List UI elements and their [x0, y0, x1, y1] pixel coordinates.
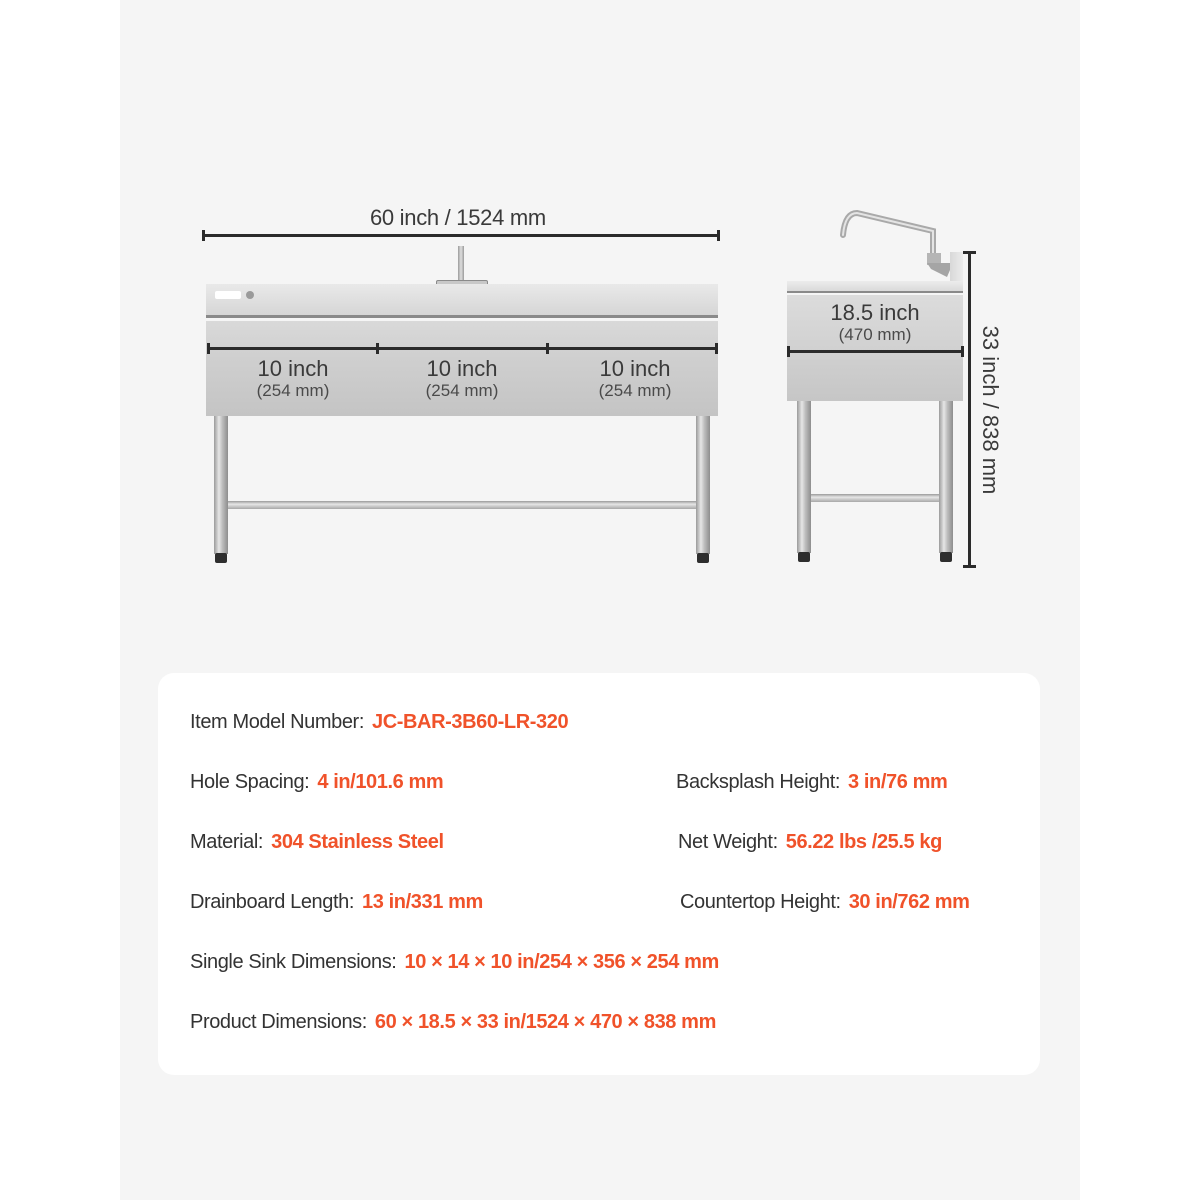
overall-width-dimension-line: [203, 234, 720, 237]
depth-label: 18.5 inch (470 mm): [830, 300, 920, 344]
height-dimension-line: [968, 252, 971, 566]
spec-single-sink-dimensions: Single Sink Dimensions: 10 × 14 × 10 in/254 × 356 × 254 mm: [190, 951, 719, 973]
foot: [215, 553, 227, 563]
spec-material: Material: 304 Stainless Steel: [190, 831, 444, 853]
front-right-leg: [696, 416, 710, 554]
foot: [798, 552, 810, 562]
front-crossbar: [228, 501, 696, 509]
compartment-dimension-line: [207, 347, 718, 350]
faucet-icon: [458, 246, 464, 282]
dimension-tick: [207, 343, 210, 354]
brand-plate-dot: [246, 291, 254, 299]
dimension-tick: [717, 230, 720, 241]
dimension-tick: [963, 565, 976, 568]
spec-countertop-height: Countertop Height: 30 in/762 mm: [680, 891, 970, 913]
foot: [940, 552, 952, 562]
spec-model-number: Item Model Number: JC-BAR-3B60-LR-320: [190, 711, 569, 733]
dimension-tick: [715, 343, 718, 354]
dimension-tick: [376, 343, 379, 354]
side-crossbar: [811, 494, 939, 502]
overall-height-label: 33 inch / 838 mm: [978, 325, 1003, 495]
dimension-tick: [961, 346, 964, 357]
side-countertop: [787, 281, 963, 293]
side-faucet-icon: [835, 205, 950, 280]
spec-product-dimensions: Product Dimensions: 60 × 18.5 × 33 in/1524 × 470 × 838 mm: [190, 1011, 716, 1033]
dimension-tick: [787, 346, 790, 357]
foot: [697, 553, 709, 563]
side-left-leg: [797, 401, 811, 553]
compartment-2-label: 10 inch (254 mm): [425, 356, 499, 400]
dimension-tick: [546, 343, 549, 354]
brand-plate: [215, 291, 241, 299]
compartment-3-label: 10 inch (254 mm): [598, 356, 672, 400]
sink-backsplash: [206, 284, 718, 318]
spec-hole-spacing: Hole Spacing: 4 in/101.6 mm: [190, 771, 444, 793]
spec-net-weight: Net Weight: 56.22 lbs /25.5 kg: [678, 831, 942, 853]
side-backsplash: [950, 252, 963, 282]
spec-backsplash-height: Backsplash Height: 3 in/76 mm: [676, 771, 948, 793]
compartment-1-label: 10 inch (254 mm): [256, 356, 330, 400]
overall-width-label: 60 inch / 1524 mm: [370, 205, 546, 230]
dimension-tick: [202, 230, 205, 241]
spec-drainboard-length: Drainboard Length: 13 in/331 mm: [190, 891, 483, 913]
dimension-tick: [963, 251, 976, 254]
side-right-leg: [939, 401, 953, 553]
front-left-leg: [214, 416, 228, 554]
depth-dimension-line: [788, 350, 963, 353]
